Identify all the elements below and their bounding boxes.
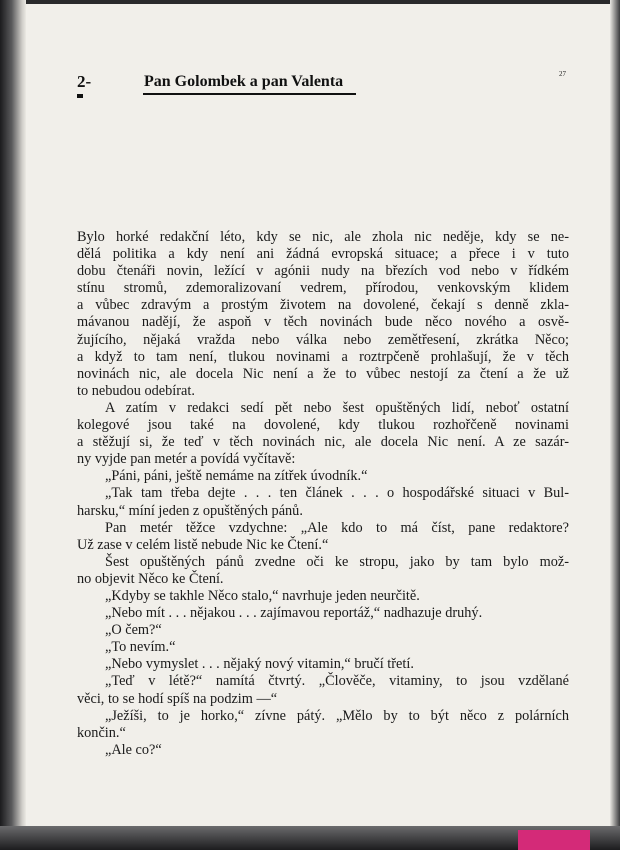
text-line: to nebudou odebírat.: [77, 382, 195, 399]
book-spine: [0, 0, 26, 850]
text-line: „Nebo mít . . . nějakou . . . zajímavou reportáž,“ nadhazuje druhý.: [105, 605, 483, 622]
text-line: stínu stromů, zdemoralizovaní vedrem, přírodou, venkovským klidem: [77, 280, 569, 297]
text-line: „Nebo vymyslet . . . nějaký nový vitamin,“ bručí třetí.: [105, 656, 414, 673]
text-line: „Teď v létě?“ namítá čtvrtý. „Člověče, vitaminy, to jsou vzdělané: [105, 673, 569, 690]
body-text: [77, 229, 569, 759]
text-line: mávanou nadějí, že aspoň v těch novinách bude něco nového a osvě-: [77, 314, 569, 331]
title-underline: [143, 93, 356, 95]
page-right-edge: [610, 0, 620, 850]
text-line: končin.“: [77, 724, 126, 741]
text-line: „To nevím.“: [105, 639, 176, 656]
text-line: Bylo horké redakční léto, kdy se nic, ale zhola nic neděje, kdy se ne-: [77, 229, 569, 245]
text-line: věci, to se hodí spíš na podzim —“: [77, 690, 278, 707]
text-line: „Tak tam třeba dejte . . . ten článek . . . o hospodářské situaci v Bul-: [105, 485, 569, 502]
text-line: dobu čtenáři novin, ležící v agónii nudy na březích vod nebo v řídkém: [77, 263, 569, 280]
chapter-marker: [77, 94, 83, 98]
text-line: „Páni, páni, ještě nemáme na zítřek úvodník.“: [105, 468, 368, 485]
text-line: Pan metér těžce vzdychne: „Ale kdo to má číst, pane redaktore?: [105, 519, 569, 536]
text-line: „Ale co?“: [105, 741, 162, 758]
page-number: 27: [559, 70, 566, 78]
text-line: „O čem?“: [105, 622, 162, 639]
text-line: Už zase v celém listě nebude Nic ke Čtení.“: [77, 536, 329, 553]
text-line: harsku,“ míní jeden z opuštěných pánů.: [77, 502, 303, 519]
chapter-title: Pan Golombek a pan Valenta: [144, 73, 344, 90]
text-line: dělá politika a kdy není ani žádná evropská situace; a přece i v tuto: [77, 246, 569, 263]
text-line: a vůbec zdravým a prostým životem na dovolené, čekají s denně zkla-: [77, 297, 569, 314]
text-line: A zatím v redakci sedí pět nebo šest opuštěných lidí, neboť ostatní: [105, 399, 569, 416]
text-line: kolegové jsou také na dovolené, kdy tlukou rozhořčeně novinami: [77, 417, 569, 434]
text-line: Šest opuštěných pánů zvedne oči ke stropu, jako by tam bylo mož-: [105, 553, 569, 570]
text-line: a stěžují si, že teď v těch novinách nic, ale docela Nic není. A ze sazár-: [77, 434, 569, 451]
text-line: žujícího, nějaká vražda nebo válka nebo zemětřesení, zkrátka Něco;: [77, 331, 569, 348]
text-line: „Ježíši, to je horko,“ zívne pátý. „Mělo by to být něco z polárních: [105, 707, 569, 724]
text-line: no objevit Něco ke Čtení.: [77, 570, 224, 587]
text-line: ny vyjde pan metér a povídá vyčítavě:: [77, 451, 296, 468]
text-line: „Kdyby se takhle Něco stalo,“ navrhuje jeden neurčitě.: [105, 587, 420, 604]
chapter-number: 2-: [77, 72, 92, 91]
bookmark-ribbon: [518, 830, 590, 850]
text-line: novinách nic, ale docela Nic není a že to vůbec nestojí za čtení a že už: [77, 365, 569, 382]
text-line: a když to tam není, tlukou novinami a roztrpčeně prohlašují, že v těch: [77, 348, 569, 365]
